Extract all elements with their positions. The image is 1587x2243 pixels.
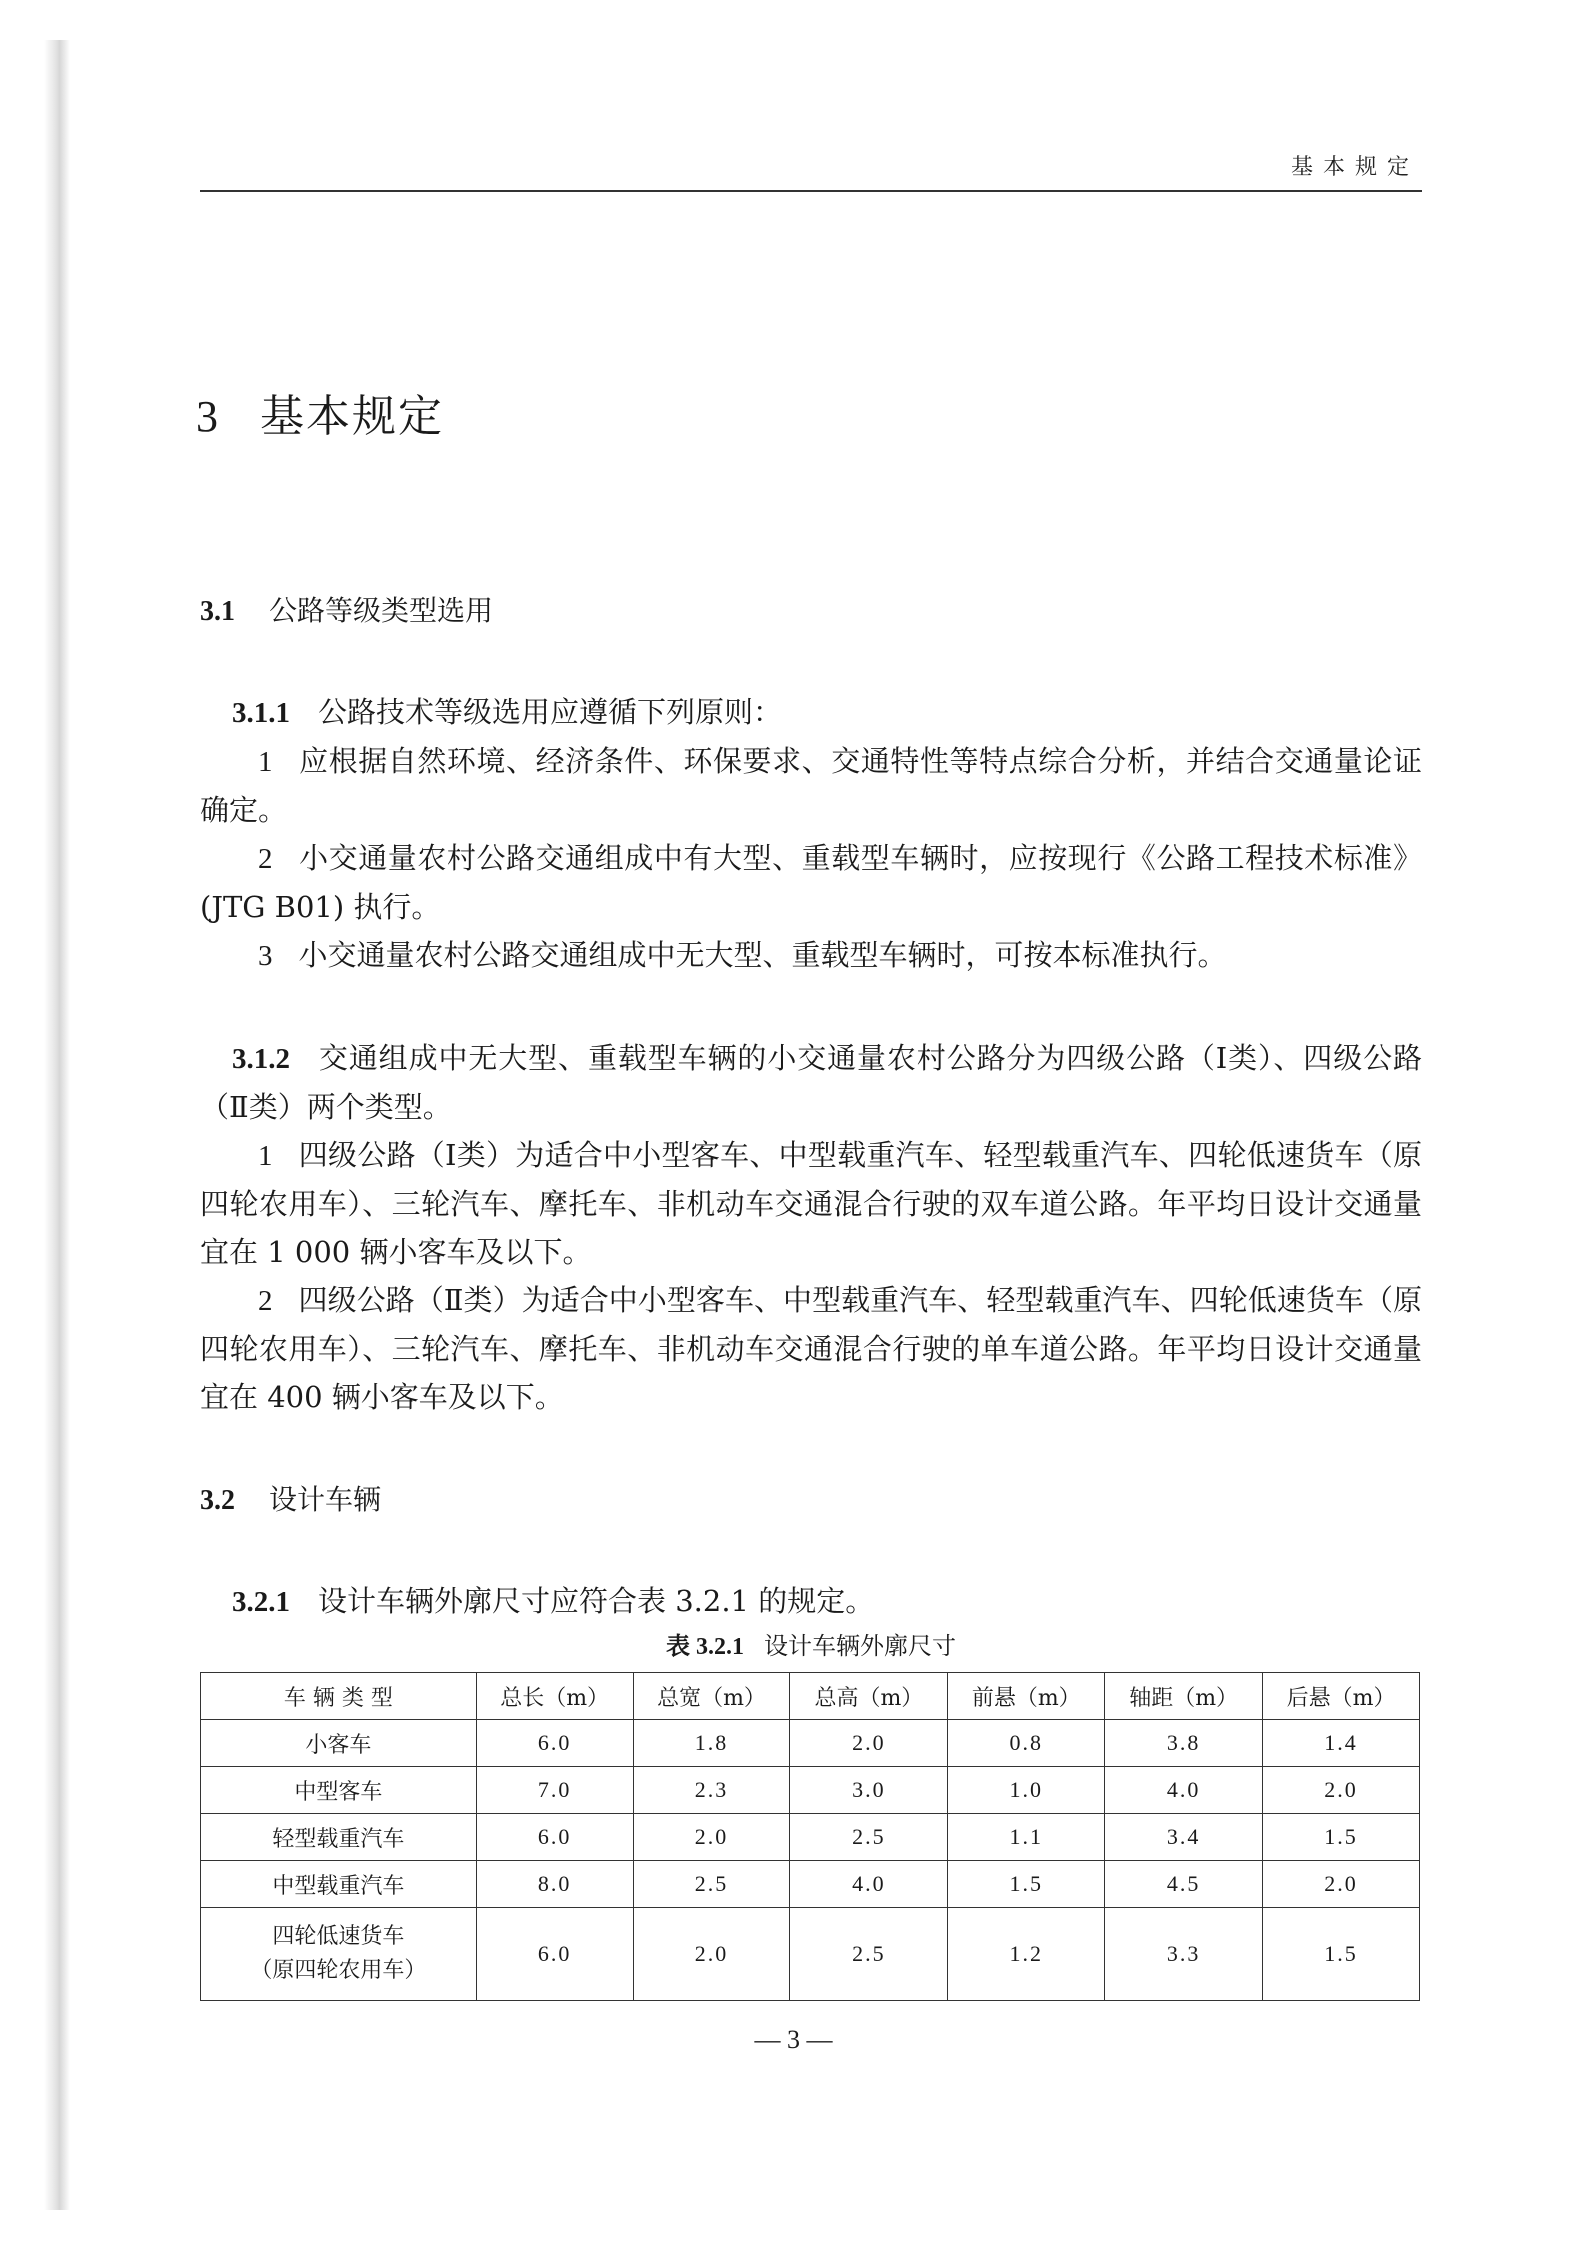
table-header-cell: 总长（m） <box>476 1673 633 1720</box>
clause-text: 设计车辆外廓尺寸应符合表 3.2.1 的规定。 <box>318 1584 875 1618</box>
item-text: 小交通量农村公路交通组成中有大型、重载型车辆时，应按现行《公路工程技术标准》(JTG B01) 执行。 <box>200 841 1422 924</box>
vehicle-type-cell: 轻型载重汽车 <box>201 1814 477 1861</box>
table-cell: 4.0 <box>1105 1767 1263 1814</box>
table-cell: 2.0 <box>1263 1861 1420 1908</box>
table-cell: 2.5 <box>790 1908 948 2001</box>
table-cell: 2.3 <box>633 1767 790 1814</box>
table-cell: 1.0 <box>948 1767 1105 1814</box>
table-header-cell: 轴距（m） <box>1105 1673 1263 1720</box>
table-header-cell: 总宽（m） <box>633 1673 790 1720</box>
chapter-title <box>196 380 444 444</box>
header-rule <box>200 190 1422 192</box>
table-cell: 2.0 <box>790 1720 948 1767</box>
vehicle-dimensions-table <box>200 1672 1420 2001</box>
table-row <box>201 1861 1420 1908</box>
table-cell: 1.1 <box>948 1814 1105 1861</box>
section-number: 3.1 <box>200 596 235 627</box>
table-header-cell: 后悬（m） <box>1263 1673 1420 1720</box>
item-number: 2 <box>258 843 273 875</box>
list-item <box>200 737 1422 834</box>
table-row <box>201 1720 1420 1767</box>
table-cell: 0.8 <box>948 1720 1105 1767</box>
table-cell: 8.0 <box>476 1861 633 1908</box>
table-cell: 3.0 <box>790 1767 948 1814</box>
vehicle-type-cell: 小客车 <box>201 1720 477 1767</box>
table-cell: 2.0 <box>633 1814 790 1861</box>
table-caption-title: 设计车辆外廓尺寸 <box>764 1632 956 1660</box>
list-item <box>200 834 1422 931</box>
section-title: 公路等级类型选用 <box>269 594 494 627</box>
table-cell: 6.0 <box>476 1814 633 1861</box>
section-heading-3-1 <box>200 588 1422 634</box>
clause-number: 3.1.1 <box>232 697 290 729</box>
table-cell: 3.3 <box>1105 1908 1263 2001</box>
item-text: 小交通量农村公路交通组成中无大型、重载型车辆时，可按本标准执行。 <box>298 938 1227 972</box>
chapter-title-text: 基本规定 <box>260 391 444 442</box>
table-row <box>201 1908 1420 2001</box>
item-text: 四级公路（Ⅰ类）为适合中小型客车、中型载重汽车、轻型载重汽车、四轮低速货车（原四轮农用车）、三轮汽车、摩托车、非机动车交通混合行驶的双车道公路。年平均日设计交通量宜在 1 000 辆小客车及以下。 <box>200 1138 1422 1269</box>
table-cell: 2.0 <box>1263 1767 1420 1814</box>
table-cell: 1.8 <box>633 1720 790 1767</box>
table-cell: 1.5 <box>948 1861 1105 1908</box>
table-row <box>201 1814 1420 1861</box>
table-header-cell: 总高（m） <box>790 1673 948 1720</box>
list-item <box>200 931 1422 980</box>
clause-3-2-1 <box>200 1577 1422 1626</box>
clause-3-1-1 <box>200 688 1422 737</box>
item-number: 1 <box>258 1140 273 1172</box>
table-cell: 2.5 <box>633 1861 790 1908</box>
table-cell: 1.5 <box>1263 1814 1420 1861</box>
section-number: 3.2 <box>200 1485 235 1516</box>
item-number: 3 <box>258 940 273 972</box>
scan-binding-shadow <box>44 40 70 2210</box>
section-title: 设计车辆 <box>269 1483 382 1516</box>
table-header-cell: 前悬（m） <box>948 1673 1105 1720</box>
table-cell: 1.4 <box>1263 1720 1420 1767</box>
table-cell: 6.0 <box>476 1720 633 1767</box>
table-row <box>201 1767 1420 1814</box>
table-cell: 1.5 <box>1263 1908 1420 2001</box>
item-text: 应根据自然环境、经济条件、环保要求、交通特性等特点综合分析，并结合交通量论证确定。 <box>200 744 1422 827</box>
page-content <box>200 588 1422 2001</box>
table-header-cell: 车 辆 类 型 <box>201 1673 477 1720</box>
chapter-number: 3 <box>196 392 220 441</box>
clause-text: 交通组成中无大型、重载型车辆的小交通量农村公路分为四级公路（Ⅰ类）、四级公路（Ⅱ类）两个类型。 <box>200 1041 1422 1124</box>
table-caption-number: 表 3.2.1 <box>666 1634 744 1660</box>
clause-number: 3.1.2 <box>232 1043 290 1075</box>
clause-number: 3.2.1 <box>232 1586 290 1618</box>
list-item <box>200 1131 1422 1276</box>
table-caption <box>200 1626 1422 1666</box>
table-cell: 4.0 <box>790 1861 948 1908</box>
clause-3-1-2 <box>200 1034 1422 1131</box>
vehicle-type-line2: （原四轮农用车） <box>250 1958 427 1983</box>
table-cell: 1.2 <box>948 1908 1105 2001</box>
vehicle-type-cell <box>201 1908 477 2001</box>
table-cell: 4.5 <box>1105 1861 1263 1908</box>
item-number: 1 <box>258 746 273 778</box>
vehicle-type-cell: 中型客车 <box>201 1767 477 1814</box>
list-item <box>200 1276 1422 1421</box>
table-header-row <box>201 1673 1420 1720</box>
item-text: 四级公路（Ⅱ类）为适合中小型客车、中型载重汽车、轻型载重汽车、四轮低速货车（原四轮农用车）、三轮汽车、摩托车、非机动车交通混合行驶的单车道公路。年平均日设计交通量宜在 400 辆小客车及以下。 <box>200 1283 1422 1414</box>
table-cell: 7.0 <box>476 1767 633 1814</box>
table-cell: 6.0 <box>476 1908 633 2001</box>
page-number: — 3 — <box>754 2025 833 2054</box>
vehicle-type-line1: 四轮低速货车 <box>272 1924 405 1949</box>
item-number: 2 <box>258 1285 273 1317</box>
clause-text: 公路技术等级选用应遵循下列原则： <box>318 695 783 729</box>
table-cell: 2.5 <box>790 1814 948 1861</box>
table-cell: 3.4 <box>1105 1814 1263 1861</box>
section-heading-3-2 <box>200 1477 1422 1523</box>
table-cell: 3.8 <box>1105 1720 1263 1767</box>
vehicle-type-cell: 中型载重汽车 <box>201 1861 477 1908</box>
running-header: 基本规定 <box>1290 155 1419 180</box>
table-cell: 2.0 <box>633 1908 790 2001</box>
